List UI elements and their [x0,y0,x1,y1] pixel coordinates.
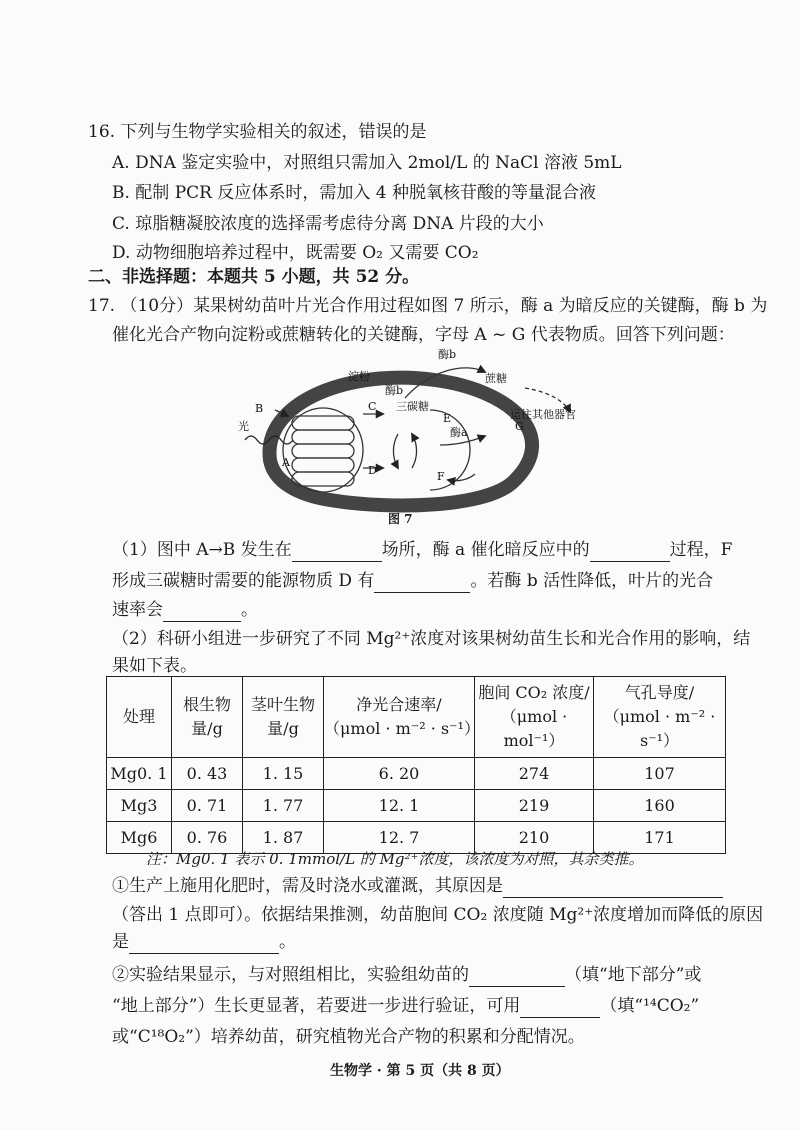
label-f: F [437,470,445,483]
q17-sub1-line3 [112,930,296,954]
table-cell: 6. 20 [324,758,475,790]
table-cell: 160 [594,790,726,822]
section-heading: 二、非选择题：本题共 5 小题，共 52 分。 [88,267,420,287]
table-cell: 210 [475,822,594,854]
q16-option-c: C. 琼脂糖凝胶浓度的选择需考虑待分离 DNA 片段的大小 [112,214,544,234]
q17-sub2-s4: （填“¹⁴CO₂” [600,996,700,1016]
table-note: 注：Mg0. 1 表示 0. 1mmol/L 的 Mg²⁺浓度，该浓度为对照，其余类推。 [146,850,644,868]
table-cell: 1. 77 [243,790,324,822]
label-sucrose: 蔗糖 [485,372,507,385]
table-cell: 171 [594,822,726,854]
table-cell: Mg3 [107,790,172,822]
table-cell: 274 [475,758,594,790]
q17-part1-line2 [112,569,713,593]
q17-p1-s7: 。 [241,600,258,620]
results-table [106,676,726,854]
answer-blank-3[interactable] [374,574,470,593]
label-triose: 三碳糖 [396,400,429,413]
q17-sub1-s4: 。 [279,932,296,952]
table-row [107,790,726,822]
answer-blank-6[interactable] [129,935,279,954]
answer-blank-5[interactable] [503,879,723,898]
q17-sub1-s1: ①生产上施用化肥时，需及时浇水或灌溉，其原因是 [112,876,503,896]
q17-part2-line2: 果如下表。 [112,656,197,676]
q17-p1-s3: 过程，F [669,540,733,560]
answer-blank-1[interactable] [292,543,382,562]
q17-p1-s4: 形成三碳糖时需要的能源物质 D 有 [112,571,375,591]
q16-stem: 16. 下列与生物学实验相关的叙述，错误的是 [88,122,427,142]
q17-p1-s2: 场所，酶 a 催化暗反应中的 [381,540,590,560]
q16-option-b: B. 配制 PCR 反应体系时，需加入 4 种脱氧核苷酸的等量混合液 [112,183,596,203]
table-cell: 107 [594,758,726,790]
chloroplast-diagram [200,340,630,525]
q17-part1-line1 [112,538,732,562]
q17-sub2-line1 [112,963,701,987]
q17-sub1-s3: 是 [112,932,129,952]
header-net-photosynthesis: 净光合速率/ （μmol · m⁻² · s⁻¹） [324,677,475,758]
q17-sub2-s2: （填“地下部分”或 [565,965,702,985]
header-root-biomass: 根生物 量/g [172,677,243,758]
table-header-row [107,677,726,758]
header-shoot-biomass: 茎叶生物 量/g [243,677,324,758]
label-g: G [515,420,524,433]
answer-blank-2[interactable] [590,543,670,562]
q17-p1-s5: 。若酶 b 活性降低，叶片的光合 [470,571,714,591]
q17-part1-line3 [112,598,258,622]
q17-sub2-line2 [112,994,699,1018]
q17-sub1-line1 [112,874,723,898]
label-starch: 淀粉 [348,370,370,383]
table-cell: 0. 71 [172,790,243,822]
q17-intro-line1: 17. （10分）某果树幼苗叶片光合作用过程如图 7 所示，酶 a 为暗反应的关键酶，酶 b 为 [88,296,768,316]
answer-blank-4[interactable] [163,603,241,622]
q17-p1-s6: 速率会 [112,600,163,620]
page-footer: 生物学 · 第 5 页（共 8 页） [330,1063,510,1079]
q16-option-a: A. DNA 鉴定实验中，对照组只需加入 2mol/L 的 NaCl 溶液 5mL [112,153,622,173]
header-stomatal-conductance: 气孔导度/ （μmol · m⁻² · s⁻¹） [594,677,726,758]
header-intercellular-co2: 胞间 CO₂ 浓度/ （μmol · mol⁻¹） [475,677,594,758]
label-enzyme-b-top: 酶b [438,348,457,361]
table-row [107,758,726,790]
label-a: A [282,456,290,469]
label-e: E [443,412,452,425]
q17-sub1-line2: （答出 1 点即可）。依据结果推测，幼苗胞间 CO₂ 浓度随 Mg²⁺浓度增加而降低的原因 [112,905,764,925]
calvin-cycle [393,410,470,490]
table-cell: 0. 76 [172,822,243,854]
label-transport: 运往其他器官 [510,408,576,421]
label-c: C [368,400,377,413]
q17-sub2-s3: “地上部分”）生长更显著，若要进一步进行验证，可用 [112,996,521,1016]
q17-p1-s1: （1）图中 A→B 发生在 [112,540,292,560]
answer-blank-7[interactable] [469,968,565,987]
table-cell: 0. 43 [172,758,243,790]
answer-blank-8[interactable] [520,999,600,1018]
table-cell: 1. 15 [243,758,324,790]
q17-part2-line1: （2）科研小组进一步研究了不同 Mg²⁺浓度对该果树幼苗生长和光合作用的影响，结 [112,629,751,649]
table-cell: 219 [475,790,594,822]
q16-option-d: D. 动物细胞培养过程中，既需要 O₂ 又需要 CO₂ [112,243,479,263]
table-cell: 12. 1 [324,790,475,822]
label-enzyme-b-mid: 酶b [385,384,404,397]
table-cell: Mg0. 1 [107,758,172,790]
thylakoid-stack [283,408,363,492]
label-d: D [368,464,377,477]
table-cell: Mg6 [107,822,172,854]
header-treatment: 处理 [107,677,172,758]
table-cell: 1. 87 [243,822,324,854]
figure-caption: 图 7 [388,512,413,526]
q17-sub2-line3: 或“C¹⁸O₂”）培养幼苗，研究植物光合产物的积累和分配情况。 [112,1027,585,1047]
label-enzyme-a: 酶a [450,426,468,439]
label-b: B [255,402,264,415]
label-light: 光 [238,420,249,433]
q17-intro-line2: 催化光合产物向淀粉或蔗糖转化的关键酶，字母 A ~ G 代表物质。回答下列问题： [112,325,735,345]
q17-sub2-s1: ②实验结果显示，与对照组相比，实验组幼苗的 [112,965,469,985]
table-cell: 12. 7 [324,822,475,854]
